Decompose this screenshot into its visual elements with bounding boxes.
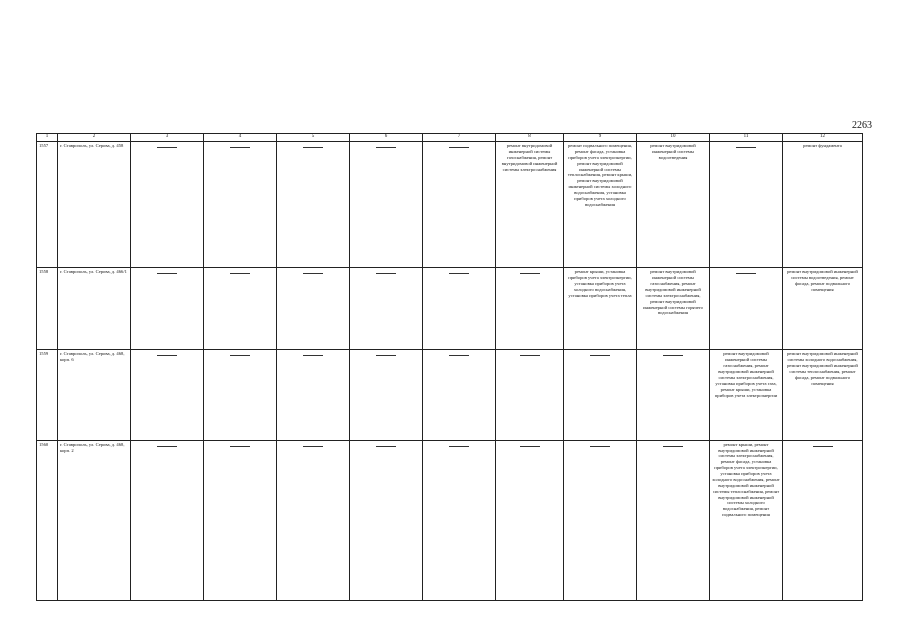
dash-mark	[520, 273, 540, 274]
row-number: 1559	[37, 350, 58, 440]
work-cell	[423, 142, 496, 268]
dash-mark	[449, 273, 469, 274]
dash-mark	[230, 446, 250, 447]
dash-mark	[663, 446, 683, 447]
work-cell	[496, 350, 564, 440]
work-cell	[637, 350, 710, 440]
column-number-row	[37, 134, 863, 142]
work-cell	[423, 440, 496, 600]
work-cell: ремонт крыши, установка приборов учета электроэнергии, установка приборов учета холодного водоснабжения, установка приборов учета тепла	[564, 268, 637, 350]
row-number: 1560	[37, 440, 58, 600]
page-number: 2263	[852, 120, 872, 131]
work-cell	[637, 440, 710, 600]
work-cell	[350, 350, 423, 440]
work-cell	[350, 440, 423, 600]
work-cell: ремонт фундамента	[783, 142, 863, 268]
dash-mark	[303, 273, 323, 274]
work-cell	[204, 440, 277, 600]
work-cell	[423, 268, 496, 350]
work-cell	[131, 268, 204, 350]
work-cell	[783, 440, 863, 600]
dash-mark	[813, 446, 833, 447]
column-header: 8	[496, 134, 564, 142]
column-header: 1	[37, 134, 58, 142]
column-header: 5	[277, 134, 350, 142]
dash-mark	[230, 273, 250, 274]
dash-mark	[520, 355, 540, 356]
dash-mark	[303, 355, 323, 356]
dash-mark	[303, 147, 323, 148]
column-header: 9	[564, 134, 637, 142]
work-cell	[204, 268, 277, 350]
work-cell	[277, 350, 350, 440]
work-cell	[564, 440, 637, 600]
work-cell	[277, 142, 350, 268]
address-cell: г. Ставрополь, ул. Серова, д. 466/1	[58, 268, 131, 350]
table-row	[37, 440, 863, 600]
dash-mark	[376, 355, 396, 356]
address-cell: г. Ставрополь, ул. Серова, д. 458	[58, 142, 131, 268]
dash-mark	[157, 147, 177, 148]
address-cell: г. Ставрополь, ул. Серова, д. 468, корп. 2	[58, 440, 131, 600]
work-cell: ремонт внутридомовой инженерной системы водоотведения	[637, 142, 710, 268]
work-cell	[423, 350, 496, 440]
work-cell	[496, 268, 564, 350]
dash-mark	[590, 446, 610, 447]
dash-mark	[376, 446, 396, 447]
work-cell: ремонт внутридомовой инженерной системы газоснабжения, ремонт внутридомовой инженерной системы электроснабжения	[496, 142, 564, 268]
dash-mark	[157, 446, 177, 447]
address-cell: г. Ставрополь, ул. Серова, д. 468, корп. 6	[58, 350, 131, 440]
work-cell	[131, 142, 204, 268]
column-header: 2	[58, 134, 131, 142]
column-header: 4	[204, 134, 277, 142]
work-cell	[277, 268, 350, 350]
work-cell	[204, 350, 277, 440]
work-cell: ремонт внутридомовой инженерной системы водоотведения, ремонт фасада, ремонт подвального помещения	[783, 268, 863, 350]
work-cell	[277, 440, 350, 600]
dash-mark	[230, 147, 250, 148]
column-header: 10	[637, 134, 710, 142]
dash-mark	[376, 147, 396, 148]
column-header: 12	[783, 134, 863, 142]
dash-mark	[230, 355, 250, 356]
dash-mark	[449, 355, 469, 356]
dash-mark	[590, 355, 610, 356]
work-cell: ремонт внутридомовой инженерной системы холодного водоснабжения, ремонт внутридомовой инженерной системы теплоснабжения, ремонт фасада, ремонт подвального помещения	[783, 350, 863, 440]
work-cell	[350, 268, 423, 350]
work-cell: ремонт подвального помещения, ремонт фасада, установка приборов учета электроэнергии, ремонт внутридомовой инженерной системы теплоснабжения, ремонт крыши, ремонт внутридомовой инженерной системы холодного водоснабжения, установка приборов учета холодного водоснабжения	[564, 142, 637, 268]
work-cell: ремонт внутридомовой инженерной системы газоснабжения, ремонт внутридомовой инженерной системы электроснабжения, ремонт внутридомовой инженерной системы горячего водоснабжения	[637, 268, 710, 350]
table-row	[37, 350, 863, 440]
dash-mark	[520, 446, 540, 447]
dash-mark	[157, 355, 177, 356]
row-number: 1558	[37, 268, 58, 350]
work-cell	[204, 142, 277, 268]
work-cell	[131, 350, 204, 440]
table-row	[37, 142, 863, 268]
work-cell: ремонт крыши, ремонт внутридомовой инженерной системы электроснабжения, ремонт фасада, установка приборов учета электроэнергии, установка приборов учета холодного водоснабжения, ремонт внутридомовой инженерной системы теплоснабжения, ремонт внутридомовой инженерной системы холодного водоснабжения, ремонт подвального помещения	[710, 440, 783, 600]
dash-mark	[449, 147, 469, 148]
column-header: 3	[131, 134, 204, 142]
work-cell	[496, 440, 564, 600]
table-row	[37, 268, 863, 350]
column-header: 7	[423, 134, 496, 142]
dash-mark	[736, 273, 756, 274]
work-cell	[710, 268, 783, 350]
dash-mark	[449, 446, 469, 447]
dash-mark	[157, 273, 177, 274]
dash-mark	[303, 446, 323, 447]
dash-mark	[663, 355, 683, 356]
repair-works-table	[36, 133, 863, 601]
column-header: 11	[710, 134, 783, 142]
work-cell	[350, 142, 423, 268]
column-header: 6	[350, 134, 423, 142]
dash-mark	[376, 273, 396, 274]
work-cell	[564, 350, 637, 440]
work-cell: ремонт внутридомовой инженерной системы газоснабжения, ремонт внутридомовой инженерной системы электроснабжения, установка приборов учета газа, ремонт крыши, установка приборов учета электроэнергии	[710, 350, 783, 440]
work-cell	[710, 142, 783, 268]
dash-mark	[736, 147, 756, 148]
work-cell	[131, 440, 204, 600]
row-number: 1557	[37, 142, 58, 268]
